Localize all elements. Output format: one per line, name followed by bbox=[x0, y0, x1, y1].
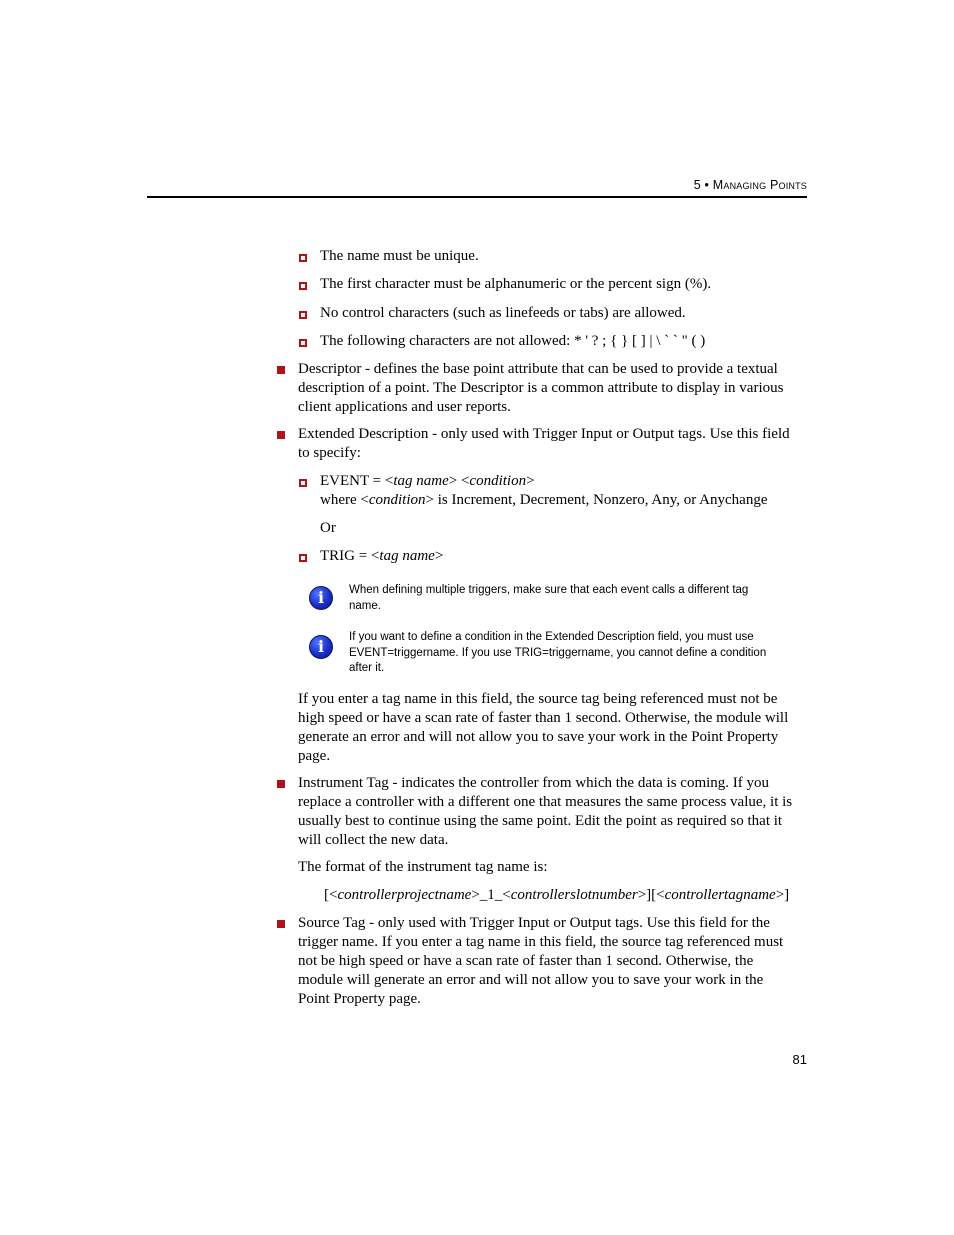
note-condition: If you want to define a condition in the Extended Description field, you must use EVENT=triggername. If you use TRIG=triggername, you cannot define a condition after it. bbox=[349, 631, 767, 674]
bullet-icon bbox=[277, 920, 285, 928]
extended-description-paragraph: Extended Description - only used with Trigger Input or Output tags. Use this field to specify: bbox=[298, 426, 790, 461]
rule-item: No control characters (such as linefeeds or tabs) are allowed. bbox=[320, 305, 686, 321]
rule-item: The name must be unique. bbox=[320, 248, 479, 264]
running-header: 5 • Managing Points bbox=[693, 178, 807, 192]
info-icon: i bbox=[309, 635, 333, 659]
trig-syntax: TRIG = <tag name> bbox=[320, 548, 444, 564]
event-syntax: EVENT = <tag name> <condition> where <condition> is Increment, Decrement, Nonzero, Any, or Anychange bbox=[320, 473, 768, 508]
page-number: 81 bbox=[792, 1052, 807, 1067]
sub-bullet-icon bbox=[299, 479, 307, 487]
header-rule bbox=[147, 196, 807, 198]
format-syntax: [<controllerprojectname>_1_<controllerslotnumber>][<controllertagname>] bbox=[324, 887, 790, 903]
or-label: Or bbox=[320, 520, 336, 536]
sub-bullet-icon bbox=[299, 311, 307, 319]
note-multiple-triggers: When defining multiple triggers, make sure that each event calls a different tag name. bbox=[349, 584, 749, 612]
source-tag-paragraph: Source Tag - only used with Trigger Input or Output tags. Use this field for the trigger name. If you enter a tag name in this field, the source tag referenced must not be high speed or have a scan rate of faster than 1 second. Otherwise, the module will generate an error and will not allow you to save your work in the Point Property page. bbox=[298, 915, 784, 1007]
bullet-icon bbox=[277, 780, 285, 788]
sub-bullet-icon bbox=[299, 339, 307, 347]
descriptor-paragraph: Descriptor - defines the base point attribute that can be used to provide a textual description of a point. The Descriptor is a common attribute to display in various client applications and user reports. bbox=[298, 361, 784, 415]
sub-bullet-icon bbox=[299, 554, 307, 562]
info-icon: i bbox=[309, 586, 333, 610]
sub-bullet-icon bbox=[299, 254, 307, 262]
extended-paragraph: If you enter a tag name in this field, the source tag being referenced must not be high speed or have a scan rate of faster than 1 second. Otherwise, the module will generate an error and will not allow you to save your work in the Point Property page. bbox=[298, 691, 789, 764]
format-intro: The format of the instrument tag name is: bbox=[298, 859, 548, 875]
instrument-tag-paragraph: Instrument Tag - indicates the controller from which the data is coming. If you replace a controller with a different one that measures the same process value, it is usually best to continue using the same point. Edit the point as required so that it will collect the new data. bbox=[298, 775, 793, 848]
rule-item: The following characters are not allowed: * ' ? ; { } [ ] | \ ` ` " ( ) bbox=[320, 333, 706, 349]
sub-bullet-icon bbox=[299, 282, 307, 290]
bullet-icon bbox=[277, 431, 285, 439]
bullet-icon bbox=[277, 366, 285, 374]
rule-item: The first character must be alphanumeric or the percent sign (%). bbox=[320, 276, 712, 292]
